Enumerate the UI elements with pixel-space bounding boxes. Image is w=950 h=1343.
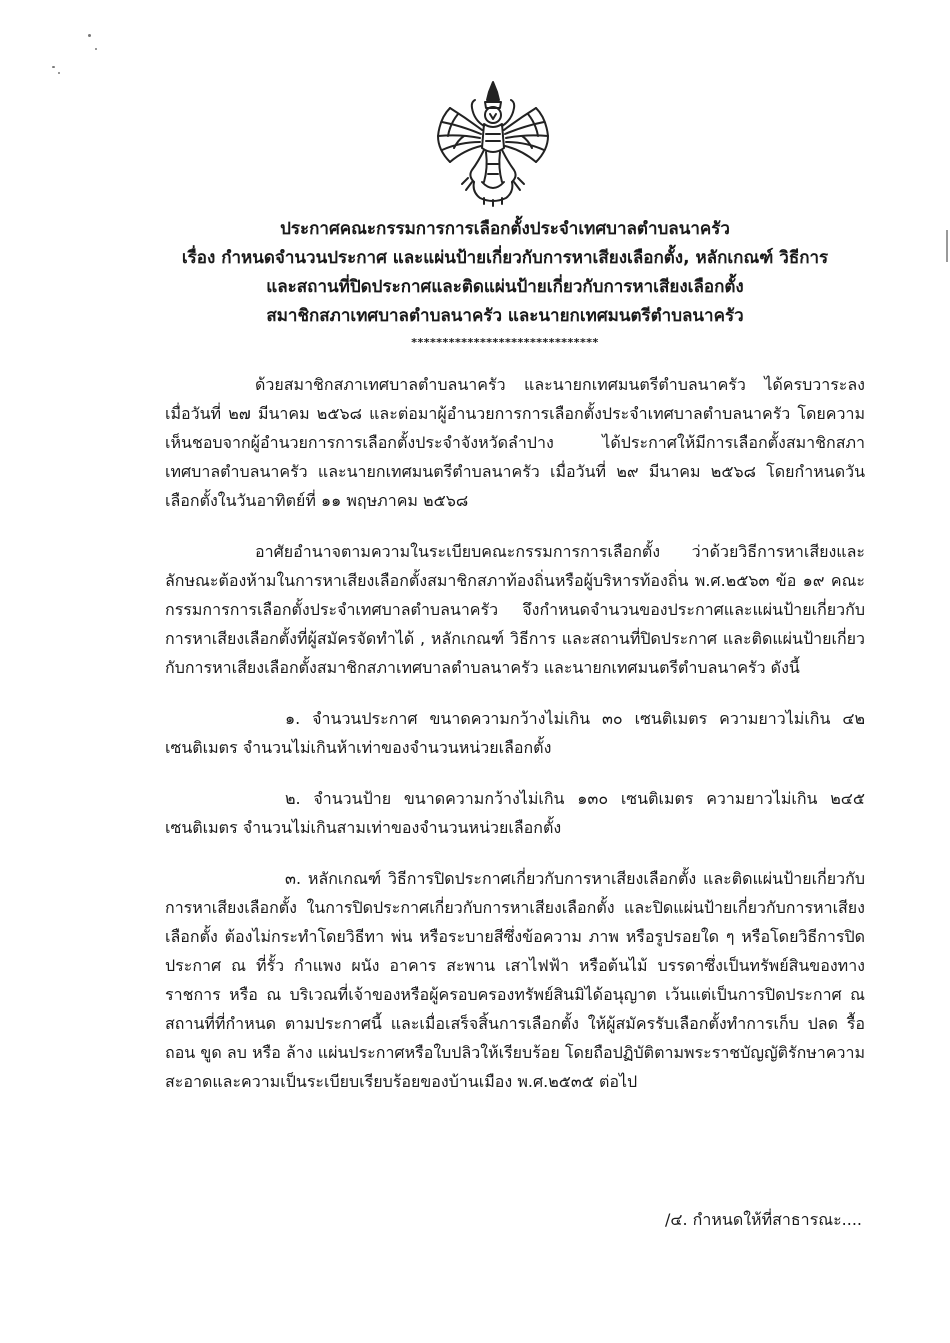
- scan-edge-mark: [946, 230, 948, 262]
- scan-speck: [58, 72, 60, 74]
- scan-speck: [88, 34, 91, 37]
- announcement-subject-cont-2: สมาชิกสภาเทศบาลตำบลนาครัว และนายกเทศมนตรีตำบลนาครัว: [266, 306, 744, 326]
- clause-1-notices: ๑. จำนวนประกาศ ขนาดความกว้างไม่เกิน ๓๐ เซนติเมตร ความยาวไม่เกิน ๔๒ เซนติเมตร จำนวนไม่เกินห้าเท่าของจำนวนหน่วยเลือกตั้ง: [165, 709, 865, 757]
- announcement-title: ประกาศคณะกรรมการการเลือกตั้งประจำเทศบาลตำบลนาครัว: [280, 219, 730, 239]
- scan-speck: [95, 48, 97, 50]
- clause-2-signs: ๒. จำนวนป้าย ขนาดความกว้างไม่เกิน ๑๓๐ เซนติเมตร ความยาวไม่เกิน ๒๔๕ เซนติเมตร จำนวนไม่เกินสามเท่าของจำนวนหน่วยเลือกตั้ง: [165, 789, 865, 837]
- announcement-subject: เรื่อง กำหนดจำนวนประกาศ และแผ่นป้ายเกี่ยวกับการหาเสียงเลือกตั้ง, หลักเกณฑ์ วิธีการ: [181, 248, 829, 268]
- announcement-body: [165, 370, 865, 1118]
- garuda-emblem-icon: [428, 78, 558, 208]
- announcement-subject-cont-1: และสถานที่ปิดประกาศและติดแผ่นป้ายเกี่ยวกับการหาเสียงเลือกตั้ง: [266, 277, 744, 297]
- paragraph-authority: อาศัยอำนาจตามความในระเบียบคณะกรรมการการเลือกตั้ง ว่าด้วยวิธีการหาเสียงและลักษณะต้องห้ามในการหาเสียงเลือกตั้งสมาชิกสภาท้องถิ่นหรือผู้บริหารท้องถิ่น พ.ศ.๒๕๖๓ ข้อ ๑๙ คณะกรรมการการเลือกตั้งประจำเทศบาลตำบลนาครัว จึงกำหนดจำนวนของประกาศและแผ่นป้ายเกี่ยวกับการหาเสียงเลือกตั้งที่ผู้สมัครจัดทำได้ , หลักเกณฑ์ วิธีการ และสถานที่ปิดประกาศ และติดแผ่นป้ายเกี่ยวกับการหาเสียงเลือกตั้งสมาชิกสภาเทศบาลตำบลนาครัว และนายกเทศมนตรีตำบลนาครัว ดังนี้: [165, 542, 865, 677]
- announcement-header: [150, 215, 860, 353]
- clause-3-rules: ๓. หลักเกณฑ์ วิธีการปิดประกาศเกี่ยวกับการหาเสียงเลือกตั้ง และติดแผ่นป้ายเกี่ยวกับการหาเสียงเลือกตั้ง ในการปิดประกาศเกี่ยวกับการหาเสียงเลือกตั้ง และปิดแผ่นป้ายเกี่ยวกับการหาเสียงเลือกตั้ง ต้องไม่กระทำโดยวิธีทา พ่น หรือระบายสีซึ่งข้อความ ภาพ หรือรูปรอยใด ๆ หรือโดยวิธีการปิดประกาศ ณ ที่รั้ว กำแพง ผนัง อาคาร สะพาน เสาไฟฟ้า หรือต้นไม้ บรรดาซึ่งเป็นทรัพย์สินของทางราชการ หรือ ณ บริเวณที่เจ้าของหรือผู้ครอบครองทรัพย์สินมิได้อนุญาต เว้นแต่เป็นการปิดประกาศ ณ สถานที่ที่กำหนด ตามประกาศนี้ และเมื่อเสร็จสิ้นการเลือกตั้ง ให้ผู้สมัครรับเลือกตั้งทำการเก็บ ปลด รื้อ ถอน ขูด ลบ หรือ ล้าง แผ่นประกาศหรือใบปลิวให้เรียบร้อย โดยถือปฏิบัติตามพระราชบัญญัติรักษาความสะอาดและความเป็นระเบียบเรียบร้อยของบ้านเมือง พ.ศ.๒๕๓๕ ต่อไป: [165, 869, 866, 1091]
- continuation-note: /๔. กำหนดให้ที่สาธารณะ....: [665, 1210, 862, 1229]
- paragraph-background: ด้วยสมาชิกสภาเทศบาลตำบลนาครัว และนายกเทศมนตรีตำบลนาครัว ได้ครบวาระลง เมื่อวันที่ ๒๗ มีนาคม ๒๕๖๘ และต่อมาผู้อำนวยการการเลือกตั้งประจำเทศบาลตำบลนาครัว โดยความเห็นชอบจากผู้อำนวยการการเลือกตั้งประจำจังหวัดลำปาง ได้ประกาศให้มีการเลือกตั้งสมาชิกสภาเทศบาลตำบลนาครัว และนายกเทศมนตรีตำบลนาครัว เมื่อวันที่ ๒๙ มีนาคม ๒๕๖๘ โดยกำหนดวันเลือกตั้งในวันอาทิตย์ที่ ๑๑ พฤษภาคม ๒๕๖๘: [165, 375, 865, 510]
- header-divider: ******************************: [411, 336, 599, 349]
- scan-speck: [52, 66, 55, 68]
